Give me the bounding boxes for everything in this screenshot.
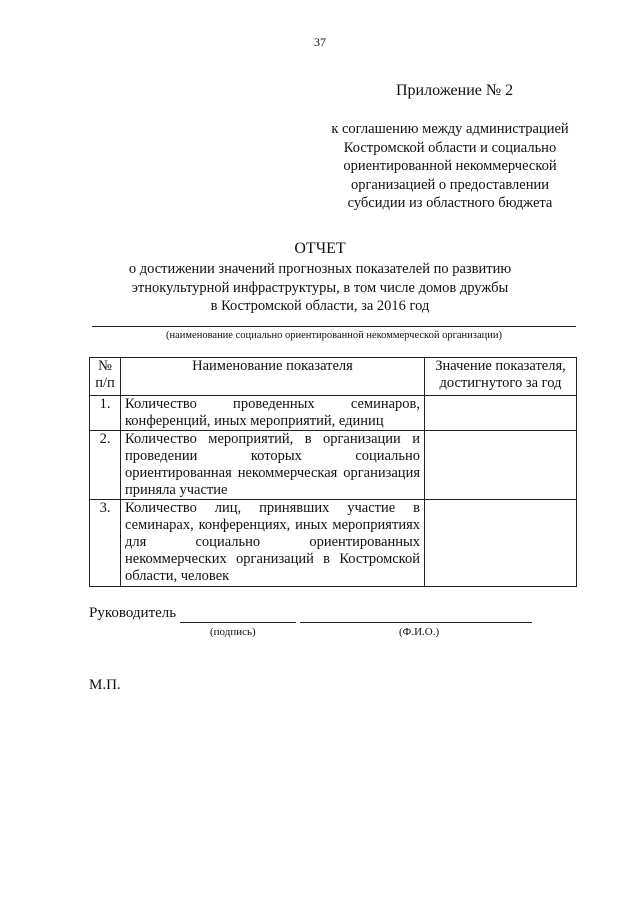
- appendix-subtitle-line: субсидии из областного бюджета: [347, 195, 553, 211]
- table-row: [90, 431, 577, 500]
- indicator-name: Количество мероприятий, в организации и проведении которых социально ориентированная некоммерческая организация приняла участие: [121, 431, 425, 500]
- row-number: 1.: [90, 396, 121, 431]
- appendix-title: Приложение № 2: [396, 82, 514, 99]
- indicator-value-cell[interactable]: [425, 500, 577, 587]
- signature-line[interactable]: [180, 622, 296, 623]
- appendix-subtitle-line: организацией о предоставлении: [350, 176, 549, 193]
- stamp-label: М.П.: [89, 677, 121, 693]
- indicator-name: Количество проведенных семинаров, конференций, иных мероприятий, единиц: [121, 396, 425, 431]
- appendix-subtitle-line: ориентированной некоммерческой: [343, 158, 557, 174]
- report-subtitle-line: о достижении значений прогнозных показателей по развитию: [128, 261, 512, 277]
- report-subtitle-line: этнокультурной инфраструктуры, в том числе домов дружбы: [131, 279, 509, 296]
- indicator-value-cell[interactable]: [425, 431, 577, 500]
- row-number: 3.: [90, 500, 121, 587]
- indicators-table: [89, 357, 577, 587]
- header-number-line: №: [98, 358, 112, 374]
- header-value-line: Значение показателя,: [435, 358, 566, 374]
- table-row: [90, 500, 577, 587]
- manager-label: Руководитель: [89, 605, 177, 621]
- header-number: [90, 358, 121, 396]
- table-row: [90, 396, 577, 431]
- report-title: ОТЧЕТ: [294, 240, 346, 257]
- header-indicator-name: Наименование показателя: [121, 358, 425, 396]
- header-value-line: достигнутого за год: [439, 375, 562, 391]
- page-number: 37: [314, 35, 326, 49]
- organization-name-line[interactable]: [92, 326, 576, 327]
- appendix-subtitle-line: Костромской области и социально: [343, 139, 557, 156]
- appendix-subtitle: [300, 120, 600, 213]
- organization-caption: (наименование социально ориентированной некоммерческой организации): [166, 330, 502, 341]
- header-number-line: п/п: [95, 375, 115, 391]
- signature-caption: (подпись): [210, 626, 256, 638]
- table-header-row: [90, 358, 577, 396]
- report-subtitle-line: в Костромской области, за 2016 год: [210, 298, 430, 314]
- indicator-value-cell[interactable]: [425, 396, 577, 431]
- header-indicator-value: [425, 358, 577, 396]
- row-number: 2.: [90, 431, 121, 500]
- fio-caption: (Ф.И.О.): [399, 626, 440, 638]
- appendix-subtitle-line: к соглашению между администрацией: [331, 121, 569, 137]
- indicator-name: Количество лиц, принявших участие в семинарах, конференциях, иных мероприятиях для социально ориентированных некоммерческих организаций в Костромской области, человек: [121, 500, 425, 587]
- fio-line[interactable]: [300, 622, 532, 623]
- report-subtitle: [120, 260, 520, 316]
